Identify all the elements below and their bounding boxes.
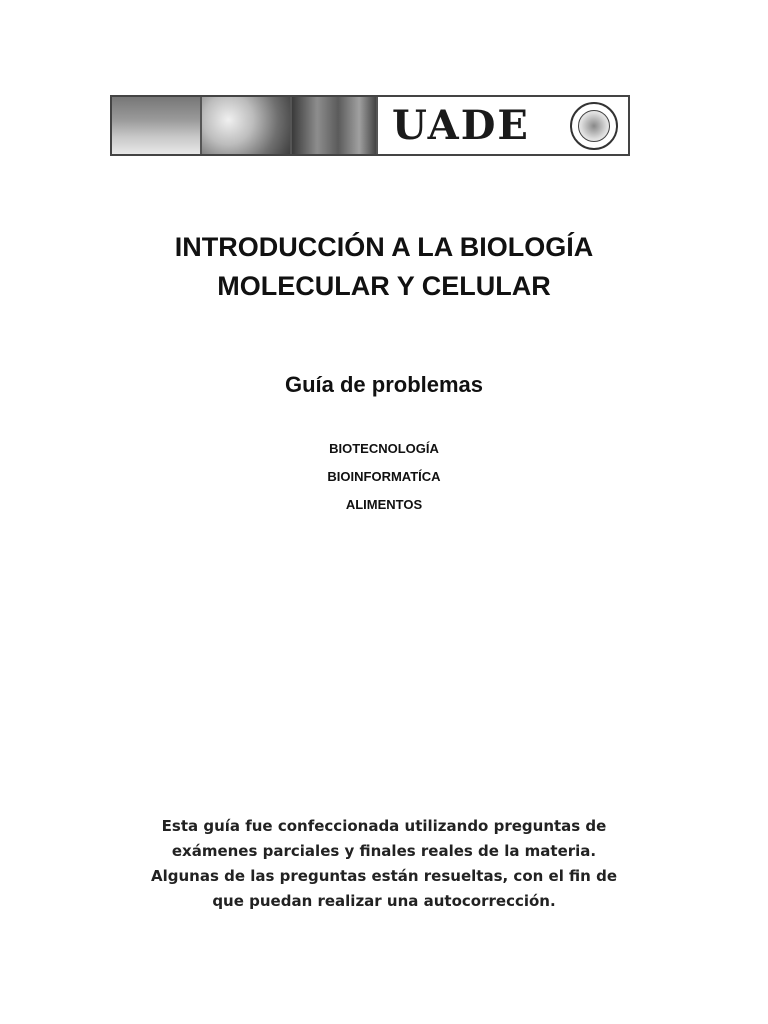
university-logo-text: UADE — [392, 102, 530, 149]
university-seal-icon — [570, 102, 618, 150]
title-line-1: INTRODUCCIÓN A LA BIOLOGÍA — [174, 232, 594, 262]
seal-emblem — [578, 110, 610, 142]
careers-list — [0, 440, 768, 524]
lab-photo — [202, 97, 292, 154]
title-line-2: MOLECULAR Y CELULAR — [217, 271, 551, 301]
career-item: BIOTECNOLOGÍA — [329, 441, 439, 456]
logo-area — [378, 97, 628, 154]
building-photo — [292, 97, 378, 154]
document-title — [0, 228, 768, 306]
career-item: BIOINFORMATÍCA — [327, 469, 441, 484]
header-banner — [110, 95, 630, 156]
document-subtitle: Guía de problemas — [284, 372, 484, 397]
guide-note: Esta guía fue confeccionada utilizando preguntas de exámenes parciales y finales reales de la materia. Algunas de las preguntas están resueltas, con el fin de que puedan realizar una autocorrección. — [150, 817, 617, 910]
classroom-photo — [112, 97, 202, 154]
career-item: ALIMENTOS — [345, 497, 423, 512]
